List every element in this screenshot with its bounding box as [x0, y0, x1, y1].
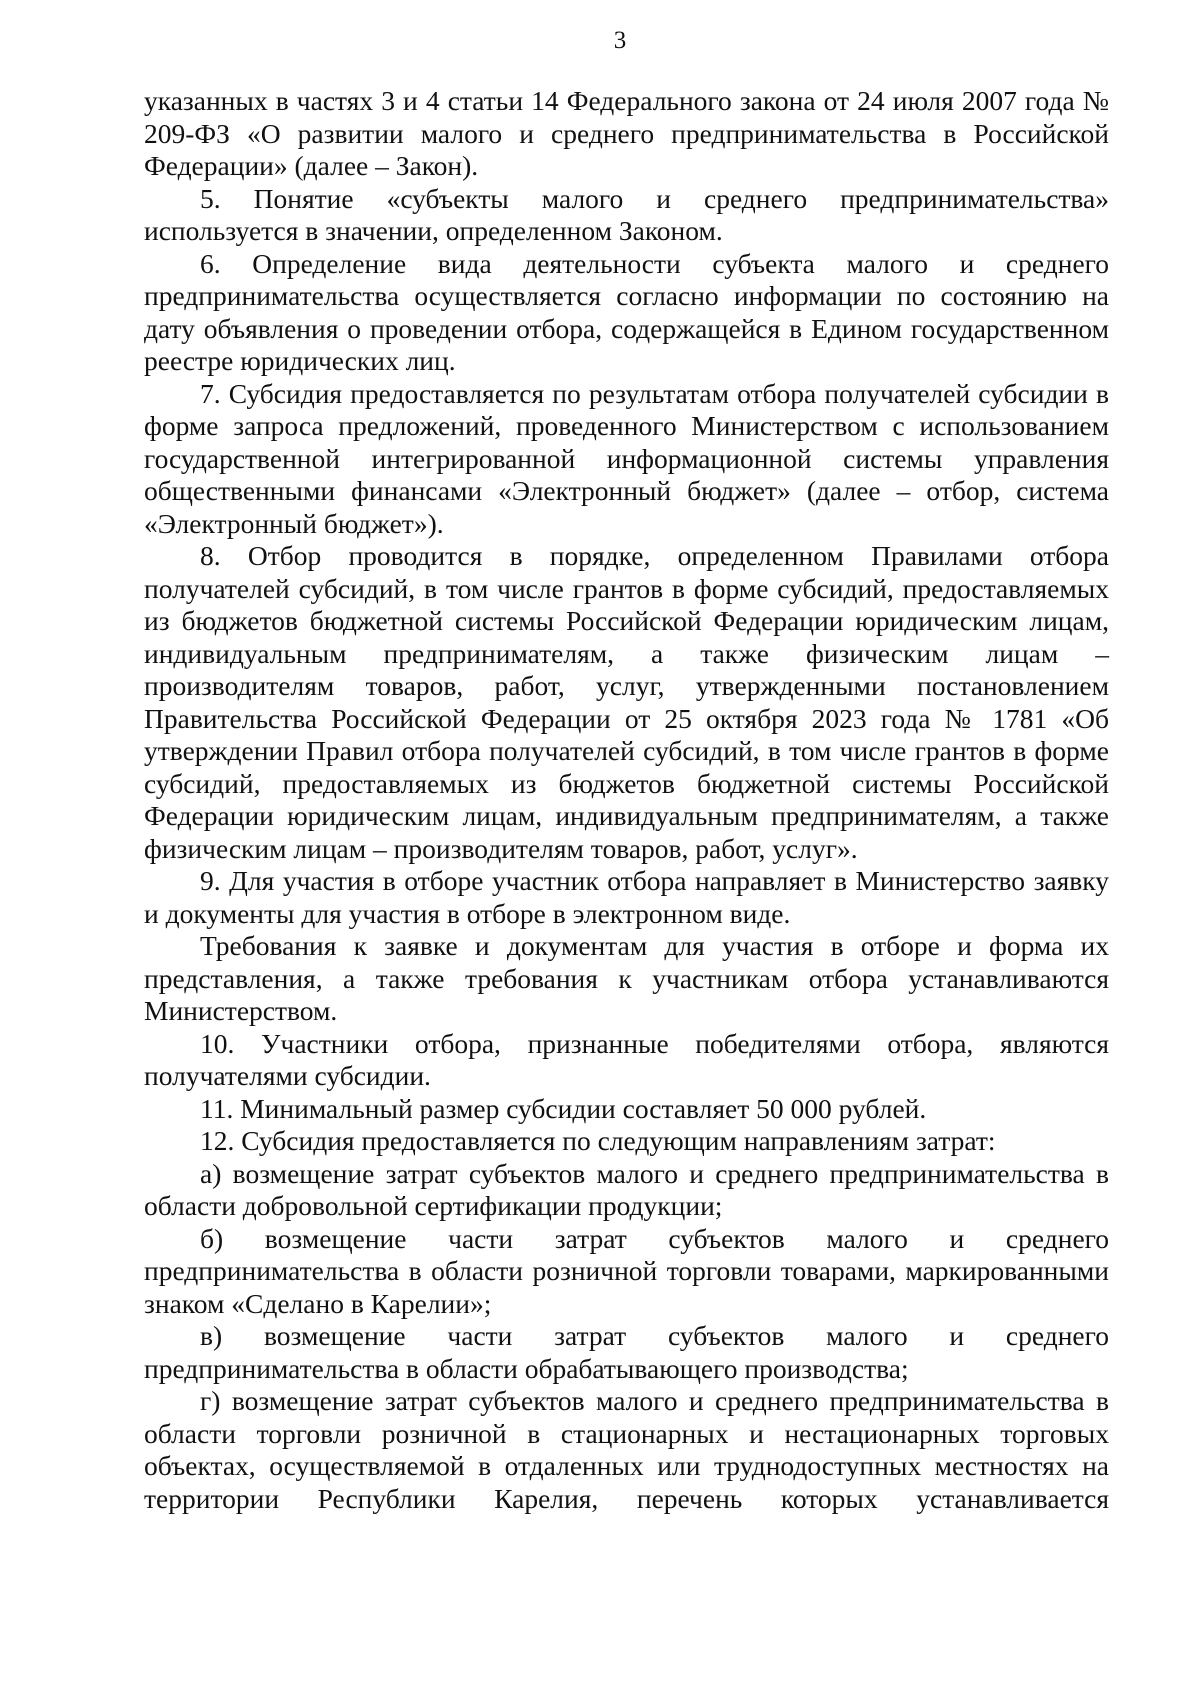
subitem-b: б) возмещение части затрат субъектов малого и среднего предпринимательства в области розничной торговли товарами, маркированными знаком «Сделано в Карелии»;	[144, 1222, 1109, 1319]
paragraph-continuation: указанных в частях 3 и 4 статьи 14 Федерального закона от 24 июля 2007 года № 209-ФЗ «О развитии малого и среднего предпринимательства в Российской Федерации» (далее – Закон).	[144, 85, 1109, 181]
paragraph-requirements: Требования к заявке и документам для участия в отборе и форма их представления, а также требования к участникам отбора устанавливаются Министерством.	[144, 930, 1109, 1026]
paragraph-item-8: 8. Отбор проводится в порядке, определенном Правилами отбора получателей субсидий, в том числе грантов в форме субсидий, предоставляемых из бюджетов бюджетной системы Российской Федерации юридическим лицам, индивидуальным предпринимателям, а также физическим лицам – производителям товаров, работ, услуг, утвержденными постановлением Правительства Российской Федерации от 25 октября 2023 года № 1781 «Об утверждении Правил отбора получателей субсидий, в том числе грантов в форме субсидий, предоставляемых из бюджетов бюджетной системы Российской Федерации юридическим лицам, индивидуальным предпринимателям, а также физическим лицам – производителям товаров, работ, услуг».	[144, 540, 1109, 864]
paragraph-item-10: 10. Участники отбора, признанные победителями отбора, являются получателями субсидии.	[144, 1027, 1109, 1091]
document-body	[144, 85, 1109, 1515]
page-number: 3	[613, 27, 627, 54]
subitem-v: в) возмещение части затрат субъектов малого и среднего предпринимательства в области обрабатывающего производства;	[144, 1320, 1109, 1384]
paragraph-item-5: 5. Понятие «субъекты малого и среднего предпринимательства» используется в значении, определенном Законом.	[144, 182, 1109, 246]
paragraph-item-11: 11. Минимальный размер субсидии составляет 50 000 рублей.	[200, 1092, 927, 1124]
paragraph-item-9: 9. Для участия в отборе участник отбора направляет в Министерство заявку и документы для участия в отборе в электронном виде.	[144, 865, 1109, 929]
paragraph-item-6: 6. Определение вида деятельности субъекта малого и среднего предпринимательства осуществляется согласно информации по состоянию на дату объявления о проведении отбора, содержащейся в Едином государственном реестре юридических лиц.	[144, 247, 1109, 376]
paragraph-item-12: 12. Субсидия предоставляется по следующим направлениям затрат:	[200, 1125, 996, 1156]
subitem-g: г) возмещение затрат субъектов малого и среднего предпринимательства в области торговли розничной в стационарных и нестационарных торговых объектах, осуществляемой в отдаленных или труднодоступных местностях на территории Республики Карелия, перечень которых устанавливается	[144, 1385, 1109, 1514]
paragraph-item-7: 7. Субсидия предоставляется по результатам отбора получателей субсидии в форме запроса предложений, проведенного Министерством с использованием государственной интегрированной информационной системы управления общественными финансами «Электронный бюджет» (далее – отбор, система «Электронный бюджет»).	[144, 377, 1109, 539]
subitem-a: а) возмещение затрат субъектов малого и среднего предпринимательства в области добровольной сертификации продукции;	[144, 1157, 1109, 1221]
